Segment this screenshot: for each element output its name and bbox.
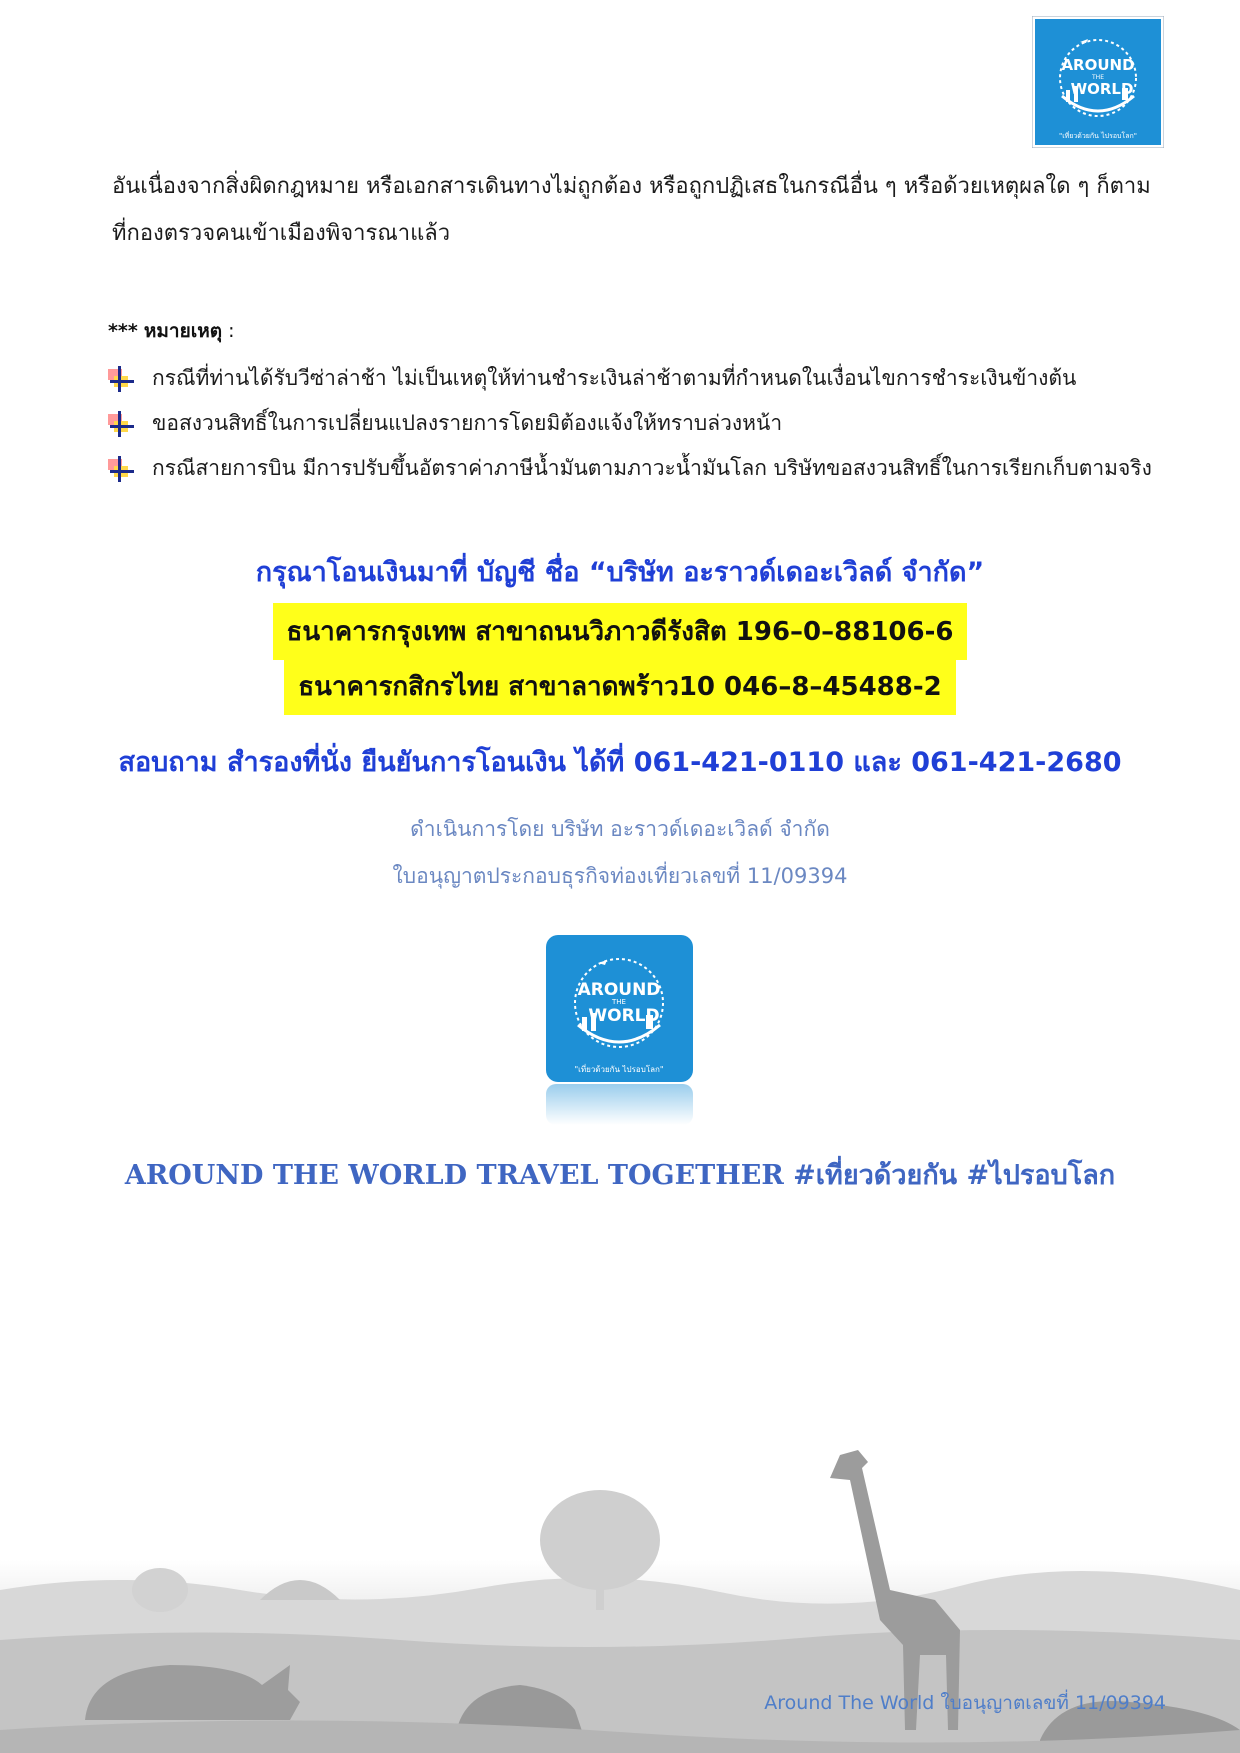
bank-account-text: ธนาคารกรุงเทพ สาขาถนนวิภาวดีรังสิต 196–0–88106-6 bbox=[273, 603, 968, 660]
list-item bbox=[108, 401, 1188, 446]
contact-line: สอบถาม สำรองที่นั่ง ยืนยันการโอนเงิน ได้ที่ 061-421-0110 และ 061-421-2680 bbox=[118, 747, 1122, 778]
company-logo-large bbox=[546, 935, 693, 1125]
logo-text-line2: THE bbox=[612, 998, 626, 1006]
footer-license: Around The World ใบอนุญาตเลขที่ 11/09394 bbox=[764, 1692, 1166, 1714]
bullet-icon bbox=[108, 411, 138, 437]
bank-account-text: ธนาคารกสิกรไทย สาขาลาดพร้าว10 046–8–45488-2 bbox=[284, 658, 956, 715]
notes-heading-colon: : bbox=[222, 320, 235, 342]
list-item bbox=[108, 356, 1188, 401]
bank-account-bangkok bbox=[0, 603, 1240, 660]
notes-heading bbox=[108, 316, 235, 346]
note-text: กรณีที่ท่านได้รับวีซ่าล่าช้า ไม่เป็นเหตุให้ท่านชำระเงินล่าช้าตามที่กำหนดในเงื่อนไขการชำระเงินข้างต้น bbox=[152, 366, 1077, 390]
notes-list bbox=[108, 356, 1188, 491]
notes-stars: *** bbox=[108, 320, 138, 342]
bullet-icon bbox=[108, 366, 138, 392]
operator-line: ดำเนินการโดย บริษัท อะราวด์เดอะเวิลด์ จำกัด bbox=[410, 817, 830, 841]
intro-line-1: อันเนื่องจากสิ่งผิดกฎหมาย หรือเอกสารเดินทางไม่ถูกต้อง หรือถูกปฏิเสธในกรณีอื่น ๆ หรือด้วยเหตุผลใด ๆ ก็ตาม bbox=[112, 174, 1151, 199]
intro-line-2: ที่กองตรวจคนเข้าเมืองพิจารณาแล้ว bbox=[112, 221, 451, 246]
logo-tagline: "เที่ยวด้วยกัน ไปรอบโลก" bbox=[574, 1065, 664, 1074]
logo-tagline: "เที่ยวด้วยกัน ไปรอบโลก" bbox=[1059, 132, 1137, 140]
logo-text-line2: THE bbox=[1092, 74, 1104, 81]
logo-text-line1: AROUND bbox=[577, 980, 661, 1000]
slogan: AROUND THE WORLD TRAVEL TOGETHER #เที่ยวด้วยกัน #ไปรอบโลก bbox=[124, 1160, 1116, 1191]
bank-account-kasikorn bbox=[0, 658, 1240, 715]
note-text: กรณีสายการบิน มีการปรับขึ้นอัตราค่าภาษีน้ำมันตามภาวะน้ำมันโลก บริษัทขอสงวนสิทธิ์ในการเรียกเก็บตามจริง bbox=[152, 456, 1152, 480]
list-item bbox=[108, 446, 1188, 491]
bullet-icon bbox=[108, 456, 138, 482]
intro-paragraph bbox=[112, 163, 1172, 257]
notes-heading-label: หมายเหตุ bbox=[143, 320, 223, 342]
logo-text-line3: WORLD bbox=[588, 1006, 660, 1026]
company-logo bbox=[1032, 16, 1164, 148]
note-text: ขอสงวนสิทธิ์ในการเปลี่ยนแปลงรายการโดยมิต้องแจ้งให้ทราบล่วงหน้า bbox=[152, 411, 783, 435]
license-line: ใบอนุญาตประกอบธุรกิจท่องเที่ยวเลขที่ 11/09394 bbox=[392, 864, 848, 888]
logo-text-line1: AROUND bbox=[1061, 56, 1135, 74]
logo-text-line3: WORLD bbox=[1070, 80, 1134, 98]
payment-title: กรุณาโอนเงินมาที่ บัญชี ชื่อ “บริษัท อะราวด์เดอะเวิลด์ จำกัด” bbox=[255, 557, 985, 588]
